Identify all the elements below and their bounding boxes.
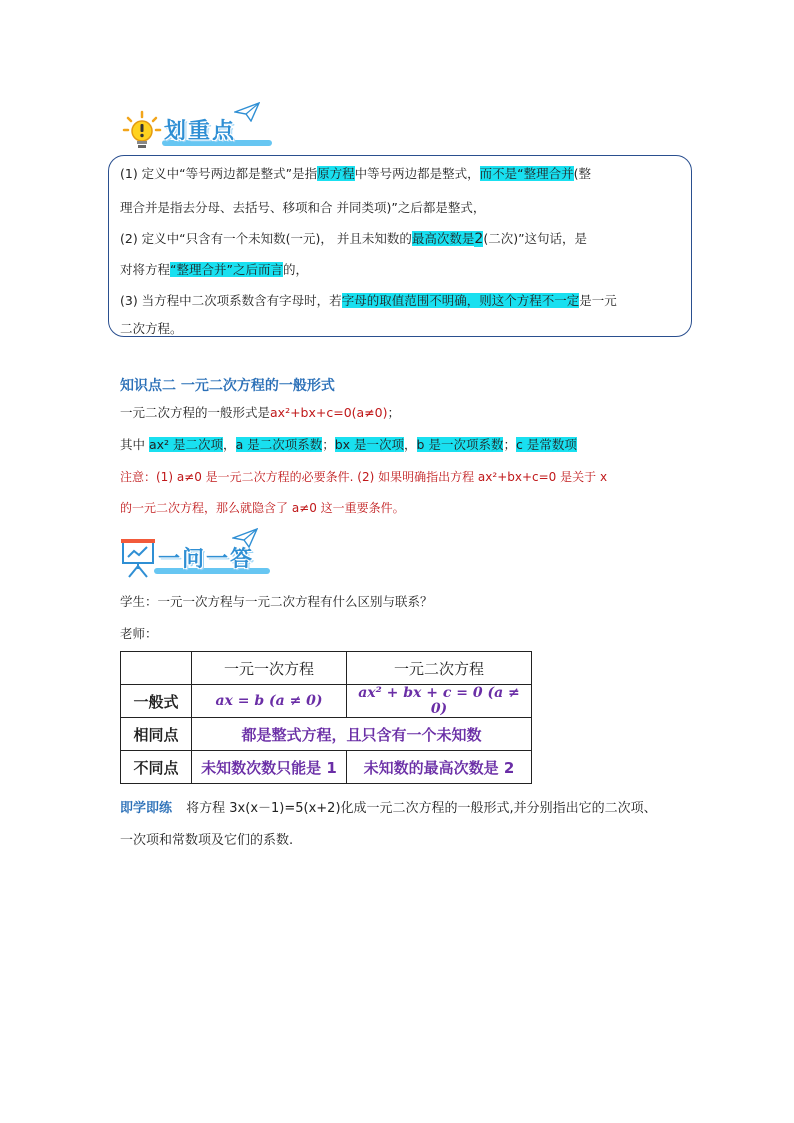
row-label: 一般式 [121,685,192,718]
comparison-table [120,651,532,784]
keypoint-line-2: 理合并是指去分母、去括号、移项和合 并同类项)”之后都是整式， [120,200,486,215]
practice-label: 即学即练 [120,801,173,816]
keypoint-line-3: (2) 定义中“只含有一个未知数(一元)， 并且未知数的最高次数是2(二次)”这句话，是 [120,231,588,247]
table-corner-cell [121,652,192,685]
table-row [121,751,532,784]
key-points-header [118,102,268,152]
row-label: 相同点 [121,718,192,751]
table-col-linear: 一元一次方程 [192,652,347,685]
presentation-board-icon [120,538,156,578]
qa-header [118,528,268,580]
keypoint-line-1: (1) 定义中“等号两边都是整式”是指原方程中等号两边都是整式，而不是“整理合并(整 [120,166,592,181]
table-row [121,718,532,751]
row-label: 不同点 [121,751,192,784]
table-cell: 未知数的最高次数是 2 [347,751,532,784]
keypoint-line-5: (3) 当方程中二次项系数含有字母时，若字母的取值范围不明确，则这个方程不一定是一元 [120,293,617,308]
table-cell: ax² + bx + c = 0 (a ≠ 0) [347,685,532,718]
keypoint-line-4: 对将方程“整理合并”之后而言的， [120,262,308,277]
student-question: 学生：一元一次方程与一元二次方程有什么区别与联系？ [120,594,433,609]
practice-line-1: 即学即练 将方程 3x(x－1)=5(x+2)化成一元二次方程的一般形式,并分别指出它的二次项、 [120,801,657,816]
table-cell: ax = b (a ≠ 0) [192,685,347,718]
terms-line: 其中 ax² 是二次项，a 是二次项系数；bx 是一次项，b 是一次项系数；c 是常数项 [120,437,577,452]
paper-plane-icon [232,528,258,548]
note-line-2: 的一元二次方程，那么就隐含了 a≠0 这一重要条件。 [120,501,405,515]
table-header-row [121,652,532,685]
practice-line-2: 一次项和常数项及它们的系数. [120,833,294,848]
table-row [121,685,532,718]
paper-plane-icon [234,102,260,122]
keypoint-line-6: 二次方程。 [120,321,183,336]
teacher-label: 老师： [120,626,158,641]
lightbulb-icon [122,110,162,152]
table-col-quadratic: 一元二次方程 [347,652,532,685]
table-cell-merged: 都是整式方程，且只含有一个未知数 [192,718,532,751]
key-points-title: 划重点 [164,119,237,144]
section-title: 知识点二 一元二次方程的一般形式 [120,378,335,394]
qa-title: 一问一答 [158,547,255,572]
general-form-line: 一元二次方程的一般形式是ax²+bx+c=0(a≠0)； [120,405,401,420]
note-line-1: 注意：(1) a≠0 是一元二次方程的必要条件. (2) 如果明确指出方程 ax²+bx+c=0 是关于 x [120,470,608,484]
table-cell: 未知数次数只能是 1 [192,751,347,784]
